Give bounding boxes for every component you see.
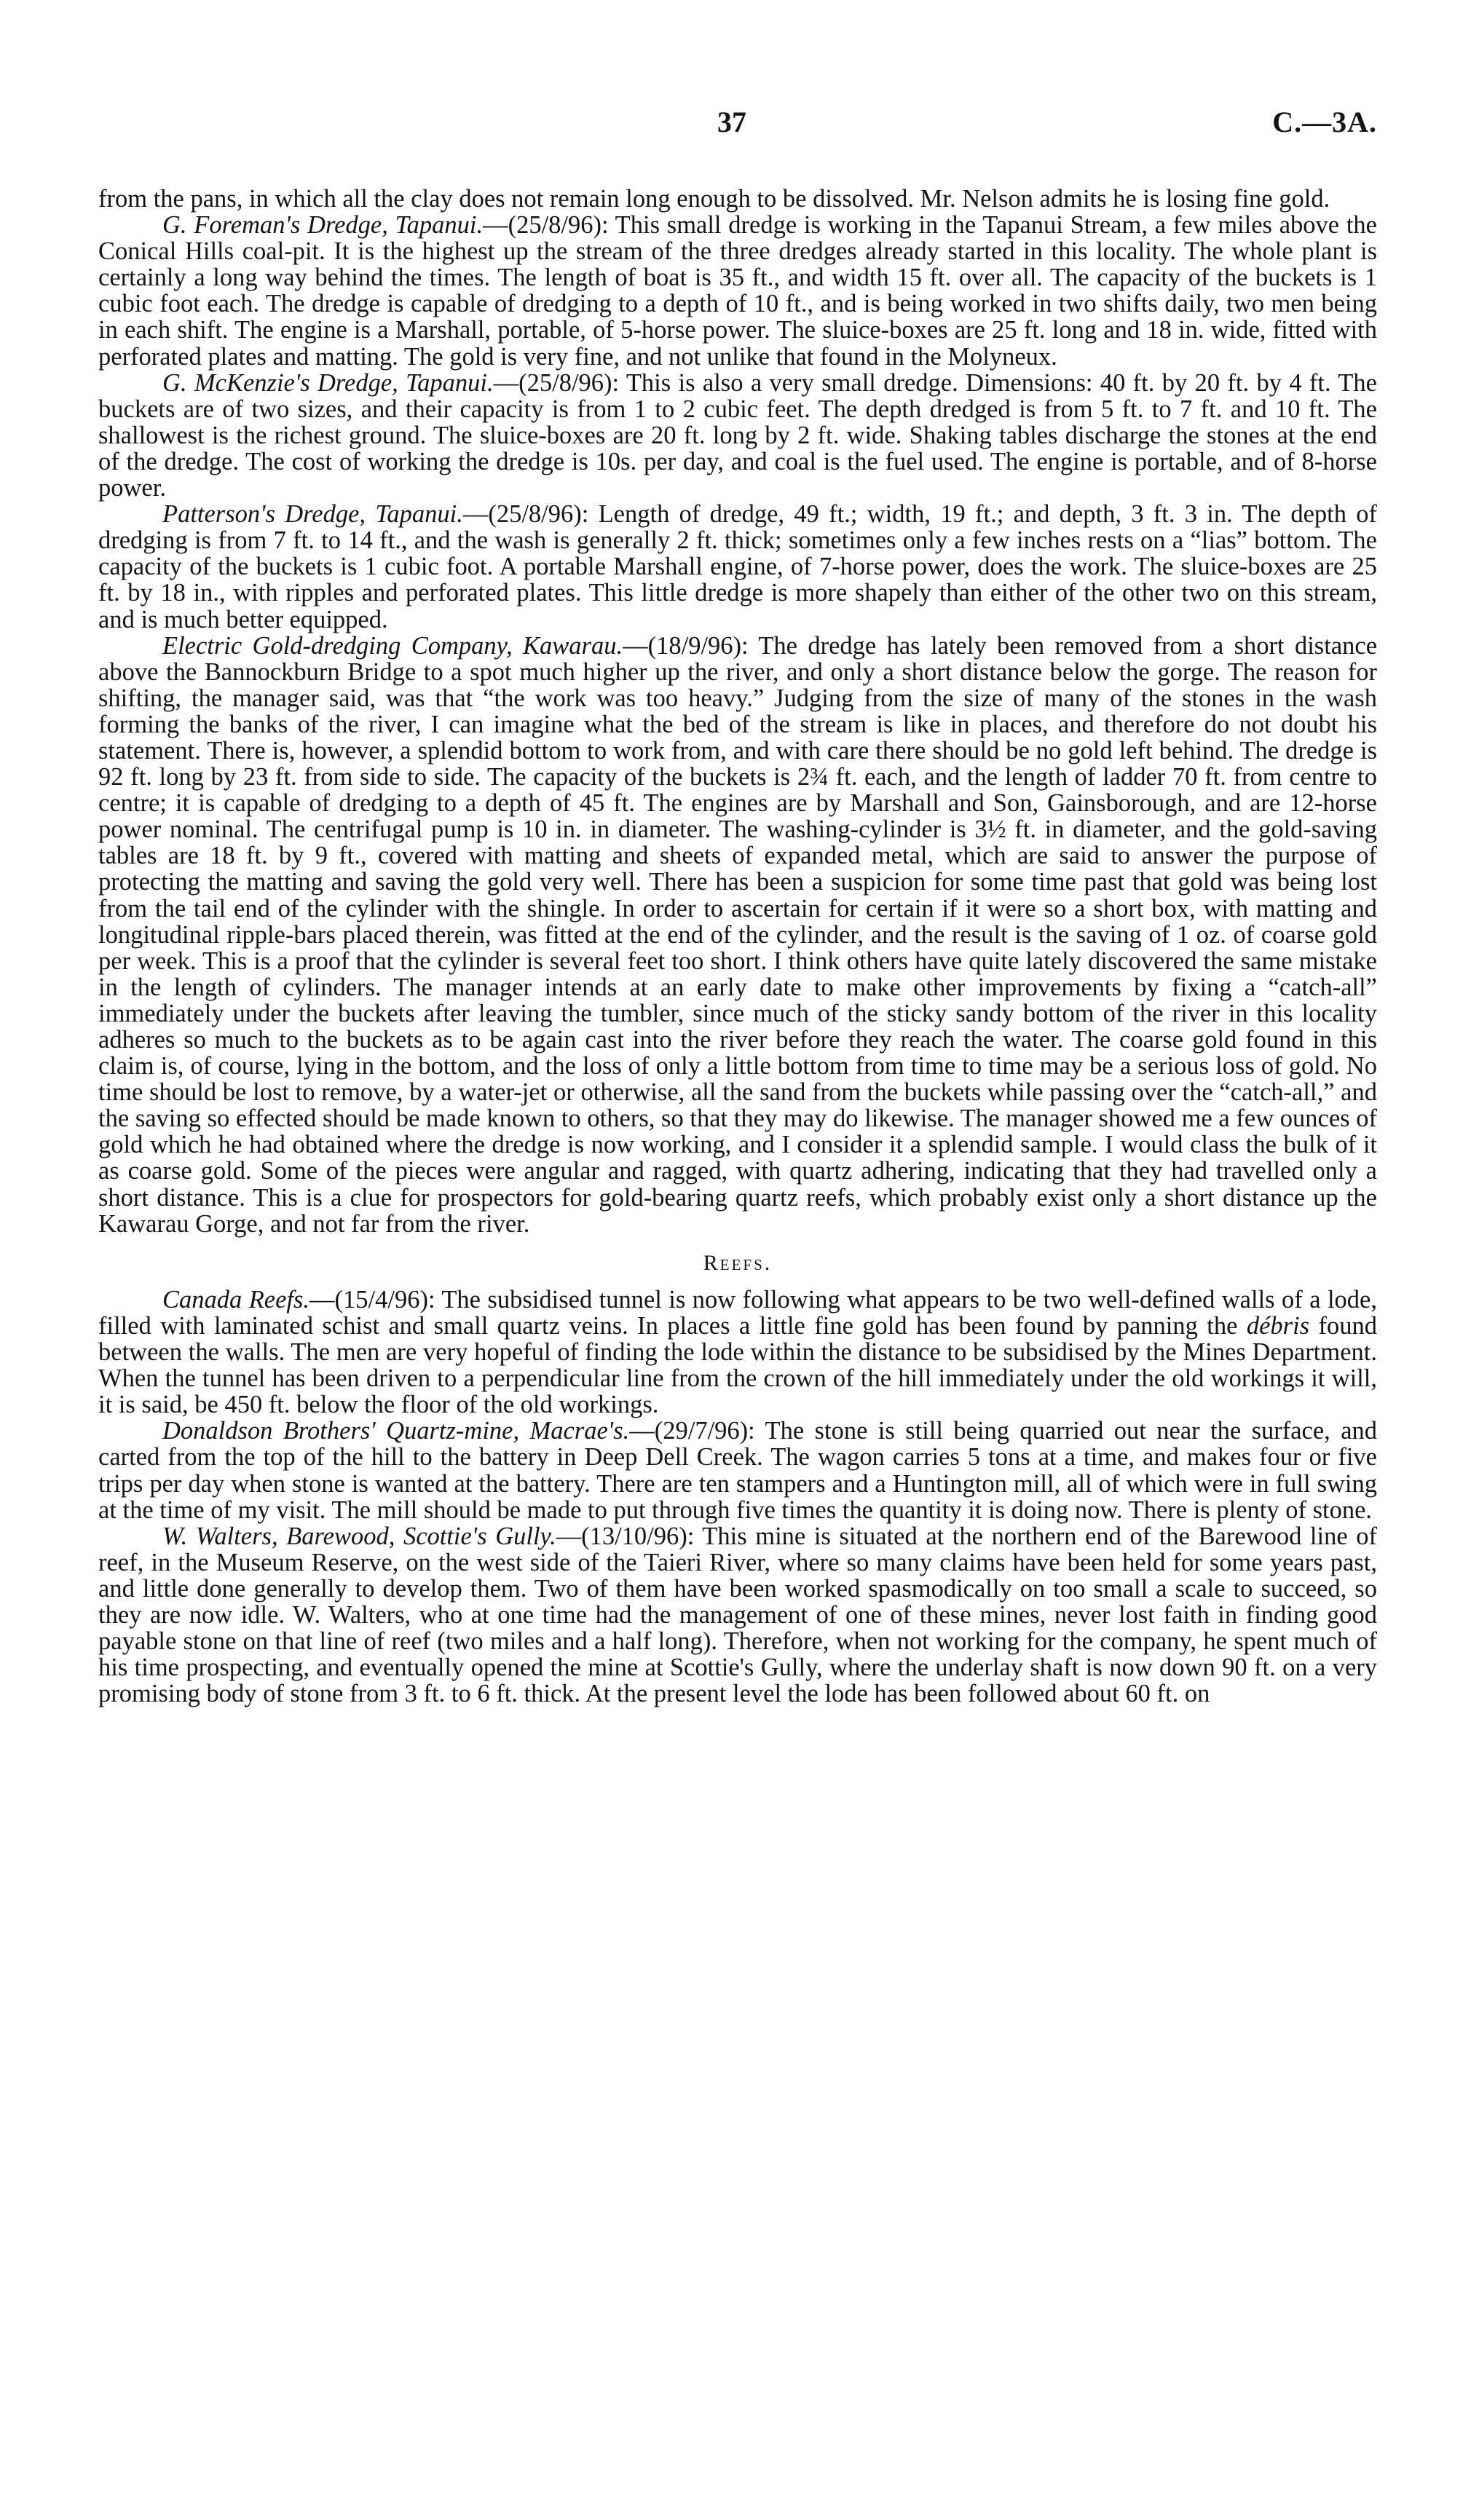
page-header [98, 106, 1377, 153]
paragraph-donaldson-quartz-mine [98, 1418, 1377, 1522]
paragraph-body: —(18/9/96): The dredge has lately been removed from a short distance above the Bannockburn Bridge to a spot much higher up the river, and only a short distance below the gorge. The reason for shifting, the manager said, was that “the work was too heavy.” Judging from the size of many of the stones in the wash forming the banks of the river, I can imagine what the bed of the stream is like in places, and therefore do not doubt his statement. There is, however, a splendid bottom to work from, and with care there should be no gold left behind. The dredge is 92 ft. long by 23 ft. from side to side. The capacity of the buckets is 2¾ ft. each, and the length of ladder 70 ft. from centre to centre; it is capable of dredging to a depth of 45 ft. The engines are by Marshall and Son, Gainsborough, and are 12-horse power nominal. The centrifugal pump is 10 in. in diameter. The washing-cylinder is 3½ ft. in diameter, and the gold-saving tables are 18 ft. by 9 ft., covered with matting and sheets of expanded metal, which are said to answer the purpose of protecting the matting and saving the gold very well. There has been a suspicion for some time past that gold was being lost from the tail end of the cylinder with the shingle. In order to ascertain for certain if it were so a short box, with matting and longitudinal ripple-bars placed therein, was fitted at the end of the cylinder, and the result is the saving of 1 oz. of coarse gold per week. This is a proof that the cylinder is several feet too short. I think others have quite lately discovered the same mistake in the length of cylinders. The manager intends at an early date to make other improvements by fixing a “catch-all” immediately under the buckets after leaving the tumbler, since much of the sticky sandy bottom of the river in this locality adheres so much to the buckets as to be again cast into the river before they reach the water. The coarse gold found in this claim is, of course, lying in the bottom, and the loss of only a little bottom from time to time may be a serious loss of gold. No time should be lost to remove, by a water-jet or otherwise, all the sand from the buckets while passing over the “catch-all,” and the saving so effected should be made known to others, so that they may do likewise. The manager showed me a few ounces of gold which he had obtained where the dredge is now working, and I consider it a splendid sample. I would class the bulk of it as coarse gold. Some of the pieces were angular and ragged, with quartz adhering, indicating that they had travelled only a short distance. This is a clue for prospectors for gold-bearing quartz reefs, which probably exist only a short distance up the Kawarau Gorge, and not far from the river. [98, 631, 1378, 1238]
paragraph-heading: W. Walters, Barewood, Scottie's Gully. [162, 1522, 556, 1550]
paragraph-electric-gold-dredging [98, 633, 1377, 1237]
paragraph-heading: Patterson's Dredge, Tapanui. [162, 500, 463, 529]
paragraph-body: —(15/4/96): The subsidised tunnel is now following what appears to be two well-defined walls of a lode, filled with laminated schist and small quartz veins. In places a little fine gold has been found by panning the [98, 1285, 1377, 1340]
paragraph-walters-barewood [98, 1523, 1377, 1707]
paragraph-mckenzie-dredge [98, 370, 1377, 501]
section-heading-reefs: Reefs. [703, 1250, 773, 1275]
paragraph-heading: Electric Gold-dredging Company, Kawarau. [162, 631, 623, 660]
document-reference: C.—3A. [1272, 106, 1377, 138]
paragraph-body: —(25/8/96): This small dredge is working in the Tapanui Stream, a few miles above the Conical Hills coal-pit. It is the highest up the stream of the three dredges already started in this locality. The whole plant is certainly a long way behind the times. The length of boat is 35 ft., and width 15 ft. over all. The capacity of the buckets is 1 cubic foot each. The dredge is capable of dredging to a depth of 10 ft., and is being worked in two shifts daily, two men being in each shift. The engine is a Marshall, portable, of 5-horse power. The sluice-boxes are 25 ft. long and 18 in. wide, fitted with perforated plates and matting. The gold is very fine, and not unlike that found in the Molyneux. [98, 211, 1377, 371]
paragraph-body: from the pans, in which all the clay does not remain long enough to be dissolved. Mr. Nelson admits he is losing fine gold. [98, 185, 1330, 213]
paragraph-body-continued: found between the walls. The men are very hopeful of finding the lode within the distance to be subsidised by the Mines Department. When the tunnel has been driven to a perpendicular line from the crown of the hill immediately under the old workings it will, it is said, be 450 ft. below the floor of the old workings. [98, 1311, 1377, 1419]
paragraph-heading: Canada Reefs. [162, 1285, 310, 1314]
paragraph-body: —(29/7/96): The stone is still being quarried out near the surface, and carted from the top of the hill to the battery in Deep Dell Creek. The wagon carries 5 tons at a time, and makes four or five trips per day when stone is wanted at the battery. There are ten stampers and a Huntington mill, all of which were in full swing at the time of my visit. The mill should be made to put through five times the quantity it is doing now. There is plenty of stone. [98, 1417, 1378, 1524]
paragraph-canada-reefs [98, 1287, 1377, 1418]
paragraph-heading: Donaldson Brothers' Quartz-mine, Macrae's. [162, 1417, 630, 1445]
paragraph-continued [98, 186, 1377, 212]
paragraph-body: —(25/8/96): This is also a very small dredge. Dimensions: 40 ft. by 20 ft. by 4 ft. The buckets are of two sizes, and their capacity is from 1 to 2 cubic feet. The depth dredged is from 5 ft. to 7 ft. and 10 ft. The shallowest is the richest ground. The sluice-boxes are 20 ft. long by 2 ft. wide. Shaking tables discharge the stones at the end of the dredge. The cost of working the dredge is 10s. per day, and coal is the fuel used. The engine is portable, and of 8-horse power. [98, 368, 1377, 502]
paragraph-heading: G. Foreman's Dredge, Tapanui. [162, 211, 484, 240]
paragraph-body: —(25/8/96): Length of dredge, 49 ft.; width, 19 ft.; and depth, 3 ft. 3 in. The depth of dredging is from 7 ft. to 14 ft., and the wash is generally 2 ft. thick; sometimes only a few inches rests on a “lias” bottom. The capacity of the buckets is 1 cubic foot. A portable Marshall engine, of 7-horse power, does the work. The sluice-boxes are 25 ft. by 18 in., with ripples and perforated plates. This little dredge is more shapely than either of the other two on this stream, and is much better equipped. [98, 500, 1377, 633]
italic-term: débris [1246, 1311, 1310, 1340]
paragraph-heading: G. McKenzie's Dredge, Tapanui. [162, 368, 494, 397]
paragraph-body: —(13/10/96): This mine is situated at the northern end of the Barewood line of reef, in the Museum Reserve, on the west side of the Taieri River, where so many claims have been held for some years past, and little done generally to develop them. Two of them have been worked spasmodically on too small a scale to succeed, so they are now idle. W. Walters, who at one time had the management of one of these mines, never lost faith in finding good payable stone on that line of reef (two miles and a half long). Therefore, when not working for the company, he spent much of his time prospecting, and eventually opened the mine at Scottie's Gully, where the underlay shaft is now down 90 ft. on a very promising body of stone from 3 ft. to 6 ft. thick. At the present level the lode has been followed about 60 ft. on [98, 1522, 1377, 1708]
page-number: 37 [717, 106, 746, 138]
paragraph-foreman-dredge [98, 212, 1377, 370]
paragraph-patterson-dredge [98, 501, 1377, 632]
